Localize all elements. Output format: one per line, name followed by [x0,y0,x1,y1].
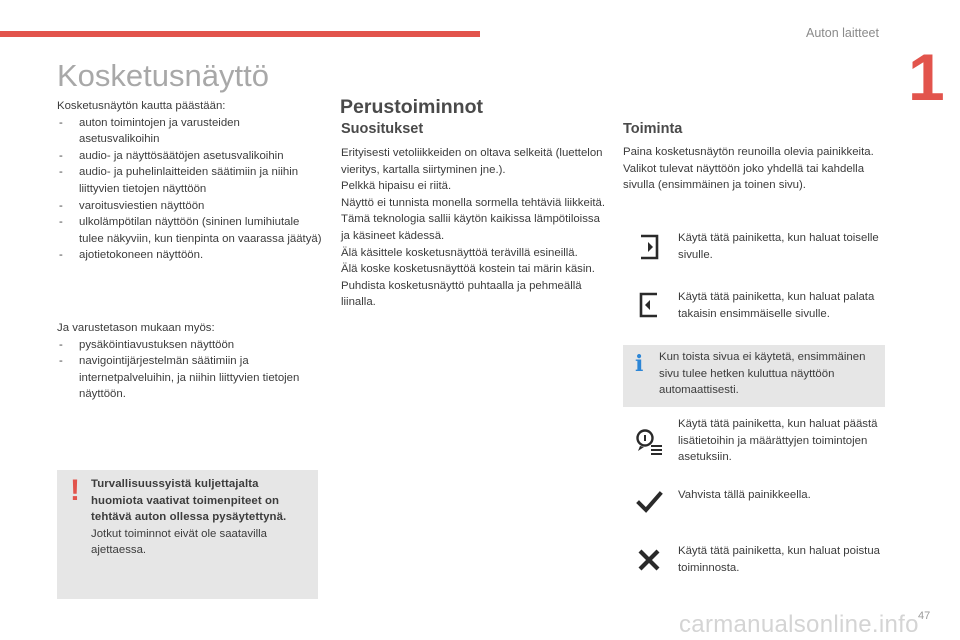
previous-page-icon [634,290,664,320]
list-item: - navigointijärjestelmän säätimiin ja internetpalveluihin, ja niihin liittyvien tietojen näyttöön. [57,353,322,403]
recommendation: Erityisesti vetoliikkeiden on oltava selkeitä (luettelon vieritys, kartalla siirtyminen jne.). [341,147,603,176]
header-accent-bar [0,31,480,37]
basics-title: Perustoiminnot [340,96,484,118]
operation-title: Toiminta [623,121,683,137]
recommendation: Puhdista kosketusnäyttö puhtaalla ja pehmeällä liinalla. [341,279,582,309]
recommendation: Älä koske kosketusnäyttöä kostein tai märin käsin. [341,263,595,276]
next-page-icon [634,232,664,262]
info-box [623,345,885,407]
recommendation: Tämä teknologia sallii käytön kaikissa lämpötiloissa ja käsineet kädessä. [341,213,600,242]
list-item: - audio- ja näyttösäätöjen asetusvalikoihin [57,148,322,165]
intro-list-2 [57,337,322,403]
exit-text: Käytä tätä painiketta, kun haluat poistua toiminnosta. [678,545,881,574]
exit-cross-icon [634,545,664,575]
warning-box [57,470,318,599]
watermark: carmanualsonline.info [679,611,919,638]
list-item: - audio- ja puhelinlaitteiden säätimiin ja niihin liittyvien tietojen näyttöön [57,164,322,197]
recommendation: Älä käsittele kosketusnäyttöä terävillä esineillä. [341,246,578,259]
chapter-number: 1 [908,40,945,114]
intro-list [57,115,322,264]
intro-column [57,98,322,403]
warning-icon: ! [70,474,80,507]
recommendations-text [341,145,611,311]
list-item: - ajotietokoneen näyttöön. [57,247,322,264]
list-item: - varoitusviestien näyttöön [57,198,322,215]
operation-intro [623,144,888,194]
operation-text-1: Paina kosketusnäytön reunoilla olevia painikkeita. [623,146,874,158]
info-text: Kun toista sivua ei käytetä, ensimmäinen sivu tulee hetken kuluttua näyttöön automaattisesti. [659,351,866,397]
more-info-text: Käytä tätä painiketta, kun haluat päästä lisätietoihin ja määrättyjen toimintojen asetuksiin. [678,418,878,464]
section-title: Auton laitteet [806,26,879,40]
info-icon: i [635,351,644,377]
previous-page-text: Käytä tätä painiketta, kun haluat palata takaisin ensimmäiselle sivulle. [678,291,875,320]
confirm-text: Vahvista tällä painikkeella. [678,489,811,501]
page-number: 47 [918,610,931,622]
list-item: - ulkolämpötilan näyttöön (sininen lumihiutale tulee näkyviin, kun tienpinta on vaarassa jäätyä) [57,214,322,247]
page-title: Kosketusnäyttö [57,58,269,93]
operation-text-2: Valikot tulevat näyttöön joko yhdellä tai kahdella sivulla (ensimmäinen ja toinen sivu). [623,162,865,192]
next-page-text: Käytä tätä painiketta, kun haluat toiselle sivulle. [678,232,879,261]
warning-note: Jotkut toiminnot eivät ole saatavilla ajettaessa. [91,527,268,557]
intro-lead-2: Ja varustetason mukaan myös: [57,321,215,334]
more-info-icon [634,427,664,457]
recommendations-title: Suositukset [341,121,424,137]
warning-text [91,476,313,559]
intro-lead: Kosketusnäytön kautta päästään: [57,100,226,112]
recommendation: Pelkkä hipaisu ei riitä. [341,180,452,193]
list-item: - pysäköintiavustuksen näyttöön [57,337,322,354]
confirm-check-icon [634,487,664,517]
recommendation: Näyttö ei tunnista monella sormella tehtäviä liikkeitä. [341,196,606,209]
warning-strong: Turvallisuussyistä kuljettajalta huomiota vaativat toimenpiteet on tehtävä auton ollessa pysäytettynä. [91,478,287,524]
list-item: - auton toimintojen ja varusteiden asetusvalikoihin [57,115,322,148]
